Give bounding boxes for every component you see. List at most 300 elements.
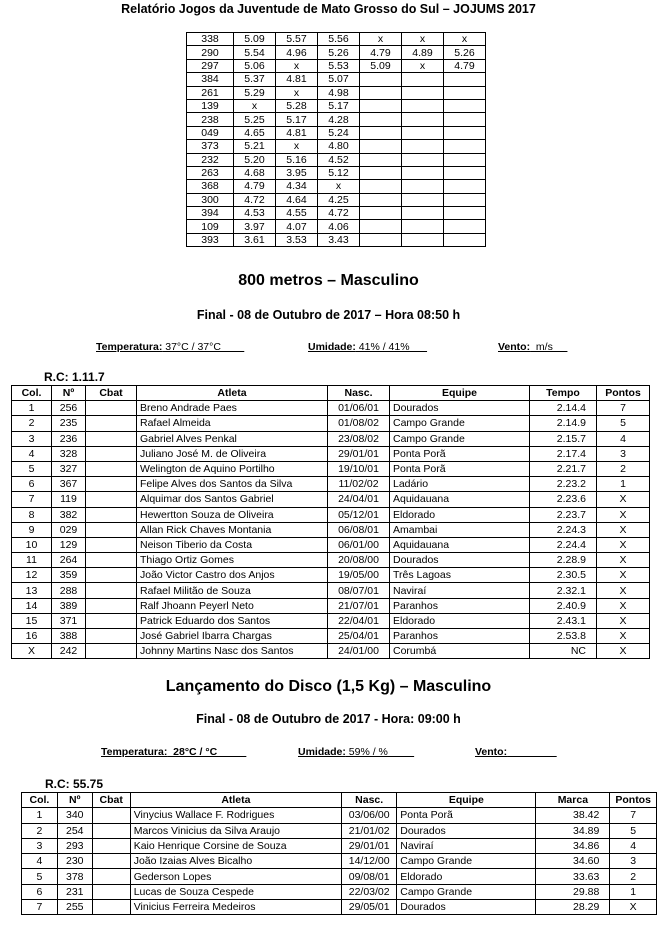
table-cell: 2.32.1: [530, 583, 597, 598]
table-cell: 4.79: [360, 46, 402, 59]
table-cell: Neison Tiberio da Costa: [137, 537, 328, 552]
table-cell: Eldorado: [390, 507, 530, 522]
table-cell: 300: [187, 193, 234, 206]
table-cell: 384: [187, 73, 234, 86]
table-cell: Dourados: [397, 823, 536, 838]
table-cell: 393: [187, 233, 234, 246]
table-cell: 2.15.7: [530, 431, 597, 446]
table-cell: 5.06: [234, 59, 276, 72]
column-header: Equipe: [390, 386, 530, 401]
table-cell: Rafael Militão de Souza: [137, 583, 328, 598]
table-cell: x: [234, 99, 276, 112]
table-cell: 6: [12, 477, 52, 492]
table-cell: 5.57: [276, 33, 318, 46]
table-cell: [402, 113, 444, 126]
table-cell: 230: [57, 854, 92, 869]
table-cell: [86, 416, 137, 431]
table-cell: X: [597, 629, 650, 644]
event-disco-title: Lançamento do Disco (1,5 Kg) – Masculino: [165, 678, 492, 695]
table-cell: [86, 613, 137, 628]
table-cell: [444, 99, 486, 112]
table-cell: 5.29: [234, 86, 276, 99]
table-cell: 4.72: [318, 207, 360, 220]
table-cell: X: [597, 568, 650, 583]
table-cell: Felipe Alves dos Santos da Silva: [137, 477, 328, 492]
table-cell: 4.79: [444, 59, 486, 72]
table-cell: 340: [57, 808, 92, 823]
table-cell: 25/04/01: [328, 629, 390, 644]
table-cell: 4.68: [234, 166, 276, 179]
table-cell: 256: [52, 401, 86, 416]
previous-results-table: [186, 32, 486, 247]
table-cell: X: [12, 644, 52, 659]
table-cell: x: [318, 180, 360, 193]
table-cell: 03/06/00: [342, 808, 397, 823]
table-cell: Ponta Porã: [390, 446, 530, 461]
table-row: [187, 86, 486, 99]
event-disco-humidity: [298, 746, 414, 758]
table-cell: 2.24.4: [530, 537, 597, 552]
column-header: Nº: [57, 793, 92, 808]
table-cell: 20/08/00: [328, 553, 390, 568]
column-header: Cbat: [92, 793, 130, 808]
event-disco-results-table: [21, 792, 657, 915]
table-cell: [86, 629, 137, 644]
table-cell: 5.09: [234, 33, 276, 46]
table-cell: X: [597, 537, 650, 552]
table-cell: 5.09: [360, 59, 402, 72]
table-cell: [402, 180, 444, 193]
table-cell: Gabriel Alves Penkal: [137, 431, 328, 446]
table-cell: [360, 73, 402, 86]
table-cell: 3: [12, 431, 52, 446]
table-cell: [402, 140, 444, 153]
table-cell: [86, 461, 137, 476]
table-cell: 7: [597, 401, 650, 416]
table-cell: [86, 583, 137, 598]
table-cell: [86, 477, 137, 492]
table-cell: 5.20: [234, 153, 276, 166]
table-row: [22, 900, 657, 915]
temperature-value: 28°C / °C: [167, 746, 247, 758]
table-row: [187, 73, 486, 86]
humidity-value: 59% / %: [345, 746, 415, 758]
column-header: Nº: [52, 386, 86, 401]
table-cell: 5.16: [276, 153, 318, 166]
table-cell: Gederson Lopes: [130, 869, 341, 884]
table-row: [22, 854, 657, 869]
table-cell: Vinycius Wallace F. Rodrigues: [130, 808, 341, 823]
table-cell: 3: [22, 838, 58, 853]
table-cell: x: [276, 140, 318, 153]
table-row: [12, 431, 650, 446]
table-cell: [86, 507, 137, 522]
table-cell: 4.52: [318, 153, 360, 166]
table-cell: [86, 492, 137, 507]
table-cell: 4.98: [318, 86, 360, 99]
table-row: [187, 59, 486, 72]
table-cell: x: [402, 59, 444, 72]
table-cell: 3: [610, 854, 657, 869]
table-row: [12, 598, 650, 613]
table-cell: [444, 113, 486, 126]
table-cell: 5.53: [318, 59, 360, 72]
table-cell: 4.72: [234, 193, 276, 206]
table-cell: 388: [52, 629, 86, 644]
table-row: [187, 207, 486, 220]
table-cell: [360, 180, 402, 193]
table-cell: X: [597, 492, 650, 507]
table-cell: 371: [52, 613, 86, 628]
table-cell: [86, 446, 137, 461]
table-cell: 06/01/00: [328, 537, 390, 552]
table-cell: 08/07/01: [328, 583, 390, 598]
table-cell: 21/07/01: [328, 598, 390, 613]
temperature-label: Temperatura:: [101, 746, 168, 758]
table-cell: Rafael Almeida: [137, 416, 328, 431]
table-cell: 4.07: [276, 220, 318, 233]
table-cell: 5.17: [276, 113, 318, 126]
table-cell: [402, 153, 444, 166]
table-cell: [360, 113, 402, 126]
table-row: [12, 553, 650, 568]
table-cell: 7: [610, 808, 657, 823]
table-cell: 4: [12, 446, 52, 461]
table-cell: Campo Grande: [397, 884, 536, 899]
table-cell: 4.25: [318, 193, 360, 206]
table-cell: 16: [12, 629, 52, 644]
table-cell: [86, 431, 137, 446]
table-cell: 15: [12, 613, 52, 628]
table-cell: 24/04/01: [328, 492, 390, 507]
table-cell: Ponta Porã: [390, 461, 530, 476]
column-header: Pontos: [597, 386, 650, 401]
table-cell: [444, 207, 486, 220]
table-cell: [402, 193, 444, 206]
table-cell: João Victor Castro dos Anjos: [137, 568, 328, 583]
table-cell: 263: [187, 166, 234, 179]
table-cell: 4: [610, 838, 657, 853]
table-cell: 14: [12, 598, 52, 613]
table-cell: Thiago Ortiz Gomes: [137, 553, 328, 568]
table-cell: 2: [597, 461, 650, 476]
table-cell: [444, 126, 486, 139]
table-cell: x: [444, 33, 486, 46]
table-cell: Eldorado: [390, 613, 530, 628]
event-disco-subtitle: Final - 08 de Outubro de 2017 - Hora: 09:00 h: [196, 712, 461, 726]
table-row: [12, 568, 650, 583]
table-cell: 4: [597, 431, 650, 446]
table-cell: [402, 207, 444, 220]
table-cell: 7: [22, 900, 58, 915]
table-cell: 2.28.9: [530, 553, 597, 568]
table-cell: 5.07: [318, 73, 360, 86]
table-row: [187, 233, 486, 246]
table-row: [22, 823, 657, 838]
table-cell: 288: [52, 583, 86, 598]
column-header: Equipe: [397, 793, 536, 808]
table-cell: 2.24.3: [530, 522, 597, 537]
table-cell: 119: [52, 492, 86, 507]
table-row: [187, 99, 486, 112]
table-cell: Johnny Martins Nasc dos Santos: [137, 644, 328, 659]
event-800-wind: [498, 341, 567, 353]
table-row: [12, 461, 650, 476]
table-cell: 368: [187, 180, 234, 193]
table-cell: X: [597, 598, 650, 613]
table-cell: [444, 140, 486, 153]
table-cell: 19/05/00: [328, 568, 390, 583]
table-cell: 4.79: [234, 180, 276, 193]
table-cell: 293: [57, 838, 92, 853]
table-cell: Ralf Jhoann Peyerl Neto: [137, 598, 328, 613]
table-cell: 5.26: [318, 46, 360, 59]
table-cell: 29/01/01: [342, 838, 397, 853]
table-cell: 1: [12, 401, 52, 416]
temperature-label: Temperatura:: [96, 341, 163, 353]
table-row: [187, 153, 486, 166]
table-row: [22, 884, 657, 899]
table-cell: [444, 180, 486, 193]
table-cell: 9: [12, 522, 52, 537]
table-cell: 129: [52, 537, 86, 552]
table-cell: [360, 166, 402, 179]
table-cell: 3.95: [276, 166, 318, 179]
table-cell: 394: [187, 207, 234, 220]
table-row: [12, 613, 650, 628]
table-cell: Dourados: [390, 401, 530, 416]
table-cell: [444, 220, 486, 233]
event-disco-temperature: [101, 746, 246, 758]
table-cell: João Izaias Alves Bicalho: [130, 854, 341, 869]
table-cell: 09/08/01: [342, 869, 397, 884]
column-header: Tempo: [530, 386, 597, 401]
table-cell: [402, 233, 444, 246]
table-cell: 3.53: [276, 233, 318, 246]
table-cell: [402, 220, 444, 233]
table-row: [187, 220, 486, 233]
table-cell: 264: [52, 553, 86, 568]
table-cell: 5: [22, 869, 58, 884]
table-cell: 5.17: [318, 99, 360, 112]
table-row: [12, 522, 650, 537]
table-cell: 2.14.4: [530, 401, 597, 416]
table-cell: Dourados: [390, 553, 530, 568]
table-cell: [86, 522, 137, 537]
table-cell: 297: [187, 59, 234, 72]
table-cell: Allan Rick Chaves Montania: [137, 522, 328, 537]
table-cell: 327: [52, 461, 86, 476]
table-cell: 6: [22, 884, 58, 899]
table-cell: [444, 153, 486, 166]
table-cell: 4.80: [318, 140, 360, 153]
table-cell: 21/01/02: [342, 823, 397, 838]
table-cell: 3.43: [318, 233, 360, 246]
table-cell: 373: [187, 140, 234, 153]
table-cell: 2.43.1: [530, 613, 597, 628]
column-header: Col.: [12, 386, 52, 401]
table-cell: [444, 166, 486, 179]
table-cell: 5.56: [318, 33, 360, 46]
table-cell: Campo Grande: [397, 854, 536, 869]
table-cell: 5.28: [276, 99, 318, 112]
table-cell: [360, 153, 402, 166]
table-cell: Patrick Eduardo dos Santos: [137, 613, 328, 628]
table-cell: [402, 126, 444, 139]
table-cell: X: [597, 644, 650, 659]
column-header: Nasc.: [328, 386, 390, 401]
table-cell: 3: [597, 446, 650, 461]
table-cell: Amambai: [390, 522, 530, 537]
table-cell: 11: [12, 553, 52, 568]
table-cell: 359: [52, 568, 86, 583]
table-cell: Breno Andrade Paes: [137, 401, 328, 416]
table-cell: [86, 553, 137, 568]
table-cell: Marcos Vinicius da Silva Araujo: [130, 823, 341, 838]
table-row: [187, 46, 486, 59]
humidity-value: 41% / 41%: [355, 341, 428, 353]
event-800-humidity: [308, 341, 427, 353]
wind-label: Vento:: [475, 746, 508, 758]
column-header: Nasc.: [342, 793, 397, 808]
table-cell: X: [597, 522, 650, 537]
table-cell: 28.29: [536, 900, 610, 915]
table-cell: 029: [52, 522, 86, 537]
table-row: [187, 166, 486, 179]
table-cell: X: [610, 900, 657, 915]
table-cell: [92, 838, 130, 853]
table-cell: 4.89: [402, 46, 444, 59]
table-cell: 5.37: [234, 73, 276, 86]
table-cell: [92, 823, 130, 838]
table-cell: 5.25: [234, 113, 276, 126]
table-cell: 05/12/01: [328, 507, 390, 522]
table-cell: [86, 568, 137, 583]
table-cell: 5.54: [234, 46, 276, 59]
table-cell: X: [597, 553, 650, 568]
table-cell: X: [597, 613, 650, 628]
table-cell: 11/02/02: [328, 477, 390, 492]
table-cell: Naviraí: [397, 838, 536, 853]
table-cell: Aquidauana: [390, 537, 530, 552]
table-cell: [444, 233, 486, 246]
table-cell: [360, 193, 402, 206]
table-cell: 367: [52, 477, 86, 492]
table-cell: 4: [22, 854, 58, 869]
table-cell: Kaio Henrique Corsine de Souza: [130, 838, 341, 853]
table-cell: 231: [57, 884, 92, 899]
event-disco-record: R.C: 55.75: [45, 777, 104, 791]
table-cell: [444, 86, 486, 99]
table-cell: [360, 233, 402, 246]
event-800-record: R.C: 1.11.7: [44, 370, 105, 384]
humidity-label: Umidade:: [298, 746, 346, 758]
table-cell: [86, 537, 137, 552]
table-cell: 06/08/01: [328, 522, 390, 537]
table-cell: 4.34: [276, 180, 318, 193]
table-cell: 2.23.2: [530, 477, 597, 492]
table-cell: Ladário: [390, 477, 530, 492]
temperature-value: 37°C / 37°C: [162, 341, 245, 353]
wind-value: m/s: [530, 341, 568, 353]
table-cell: 4.81: [276, 73, 318, 86]
table-cell: 290: [187, 46, 234, 59]
column-header: Atleta: [137, 386, 328, 401]
table-row: [12, 537, 650, 552]
table-cell: 2: [610, 869, 657, 884]
table-row: [187, 180, 486, 193]
table-cell: 2: [12, 416, 52, 431]
table-cell: 38.42: [536, 808, 610, 823]
table-cell: Paranhos: [390, 598, 530, 613]
event-disco-wind: [475, 746, 557, 758]
table-cell: 23/08/02: [328, 431, 390, 446]
table-row: [187, 126, 486, 139]
table-cell: 254: [57, 823, 92, 838]
table-cell: x: [402, 33, 444, 46]
table-cell: 22/04/01: [328, 613, 390, 628]
table-cell: 338: [187, 33, 234, 46]
table-cell: 2.53.8: [530, 629, 597, 644]
table-cell: [402, 73, 444, 86]
table-cell: 2.23.7: [530, 507, 597, 522]
table-cell: 261: [187, 86, 234, 99]
table-cell: Aquidauana: [390, 492, 530, 507]
table-cell: [92, 884, 130, 899]
table-cell: 232: [187, 153, 234, 166]
wind-label: Vento:: [498, 341, 531, 353]
table-row: [187, 33, 486, 46]
table-cell: 29/01/01: [328, 446, 390, 461]
table-cell: [92, 808, 130, 823]
table-cell: [360, 126, 402, 139]
table-cell: 5.26: [444, 46, 486, 59]
table-cell: 34.89: [536, 823, 610, 838]
table-cell: Dourados: [397, 900, 536, 915]
table-cell: [402, 86, 444, 99]
table-cell: [402, 99, 444, 112]
table-cell: 242: [52, 644, 86, 659]
column-header: Atleta: [130, 793, 341, 808]
table-cell: 5.12: [318, 166, 360, 179]
table-cell: 255: [57, 900, 92, 915]
column-header: Col.: [22, 793, 58, 808]
table-cell: 2: [22, 823, 58, 838]
table-row: [12, 644, 650, 659]
table-cell: 19/10/01: [328, 461, 390, 476]
table-cell: Vinicius Ferreira Medeiros: [130, 900, 341, 915]
table-cell: 238: [187, 113, 234, 126]
table-cell: 4.06: [318, 220, 360, 233]
table-cell: [444, 193, 486, 206]
table-cell: 382: [52, 507, 86, 522]
table-cell: 5: [597, 416, 650, 431]
table-cell: 049: [187, 126, 234, 139]
table-cell: Juliano José M. de Oliveira: [137, 446, 328, 461]
humidity-label: Umidade:: [308, 341, 356, 353]
table-cell: [360, 140, 402, 153]
table-cell: 1: [610, 884, 657, 899]
table-cell: 4.55: [276, 207, 318, 220]
table-cell: 33.63: [536, 869, 610, 884]
table-cell: [360, 207, 402, 220]
wind-value: [507, 746, 557, 758]
table-cell: 2.23.6: [530, 492, 597, 507]
table-cell: 12: [12, 568, 52, 583]
table-cell: [360, 220, 402, 233]
table-cell: Campo Grande: [390, 416, 530, 431]
table-cell: 34.60: [536, 854, 610, 869]
